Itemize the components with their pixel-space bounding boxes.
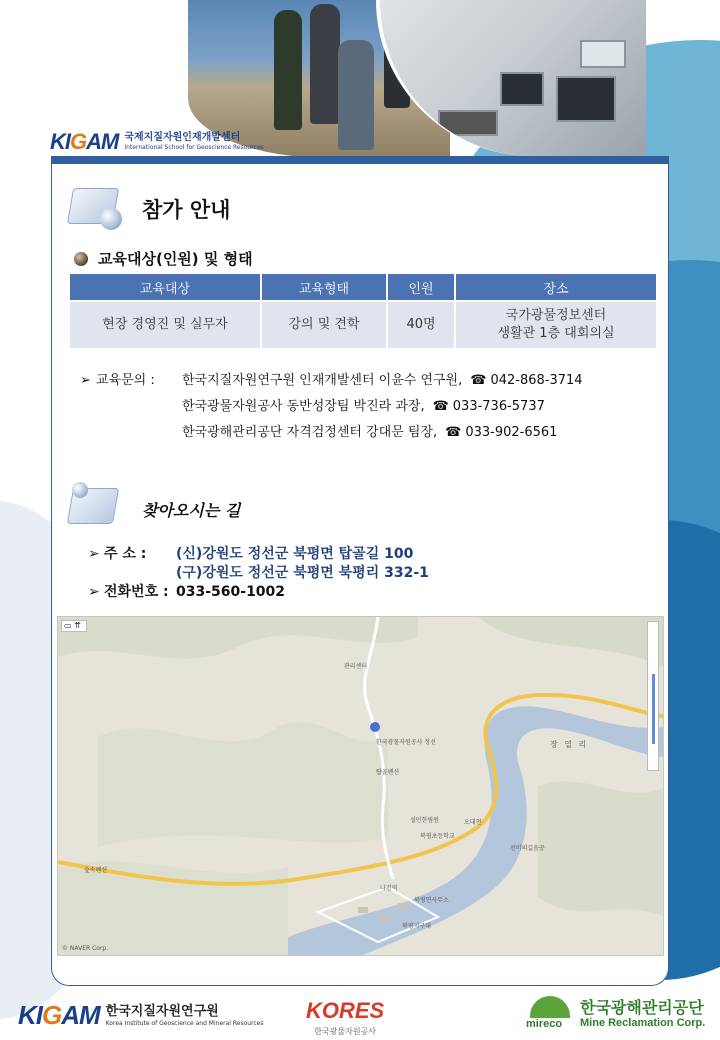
bullet-icon [74,252,88,266]
kigam-name-ko: 한국지질자원연구원 [105,1003,219,1019]
kigam-footer-logo: KIGAM 한국지질자원연구원 Korea Institute of Geoscience and Mineral Resources [18,1000,264,1030]
map-label-poi: 탑골펜션 [376,769,400,776]
address-block [88,545,429,602]
kores-name-ko: 한국광물자원공사 [314,1027,377,1036]
arrow-icon: ➢ [88,584,100,600]
contact-org: 한국광해관리공단 자격검정센터 강대문 팀장, [182,425,438,440]
kores-footer-logo [306,998,384,1037]
map-toolbar[interactable]: ▭ ⇈ [61,620,87,632]
map-label-village: 장 열 리 [550,740,589,749]
monitor-figure [500,72,544,106]
map-label-poi: 북평지구대 [402,923,431,930]
phone-value: 033-560-1002 [176,584,286,600]
table-cell-place: 국가광물정보센터 생활관 1층 대회의실 [456,300,656,348]
mireco-mark-icon: mireco [526,996,574,1032]
table-header: 교육형태 [262,274,388,300]
map-copyright: © NAVER Corp. [62,945,109,952]
location-map[interactable] [57,616,664,956]
arrow-icon: ➢ [88,546,100,562]
map-label-poi: 관리센터 [344,663,368,670]
contact-org: 한국지질자원연구원 인재개발센터 이윤수 연구원, [182,373,463,388]
kores-wordmark: KORES [306,998,385,1023]
person-figure [310,4,340,124]
monitor-figure [556,76,616,122]
address-row [88,564,429,583]
phone-row [88,583,429,602]
map-label-poi: 숲속펜션 [84,867,108,874]
subsection-title: 교육대상(인원) 및 형태 [98,250,253,268]
phone-icon: ☎ [445,425,462,440]
address-label: 주 소 : [104,546,147,562]
map-label-poi: 선비의길음공 [510,845,545,852]
kigam-logo: KIGAM [50,129,119,154]
desk-figure [438,110,498,136]
map-label-poi: 한국광물자원공사 정선 [376,739,436,746]
contact-row [80,394,583,420]
person-figure [338,40,374,150]
mireco-name-en: Mine Reclamation Corp. [580,1016,706,1029]
contact-org: 한국광물자원공사 동반성장팀 박진라 과장, [182,399,425,414]
computer-icon [66,182,124,236]
info-card [51,156,669,986]
footer-logos [0,992,720,1040]
table-header: 장소 [456,274,656,300]
education-table [70,274,656,348]
kigam-name-en: Korea Institute of Geoscience and Mineral Resources [105,1019,264,1027]
contact-row [80,420,583,446]
map-label-poi: 나전역 [380,885,398,892]
org-name-ko: 국제지질자원인재개발센터 [124,132,241,143]
address-old: (구)강원도 정선군 북평면 북평리 332-1 [176,565,429,581]
arrow-icon: ➢ [80,373,91,388]
table-cell-target: 현장 경영진 및 실무자 [70,300,262,348]
contact-phone: 033-736-5737 [452,399,545,414]
contact-label: 교육문의 : [96,373,155,388]
phone-icon: ☎ [470,373,487,388]
contact-phone: 033-902-6561 [465,425,558,440]
person-figure [274,10,302,130]
address-row [88,545,429,564]
zoom-control[interactable] [647,621,659,771]
screen-figure [580,40,626,68]
map-label-poi: 북평면사무소 [414,897,449,904]
map-label-poi: 설민한림원 [410,817,439,824]
table-header: 교육대상 [70,274,262,300]
table-cell-type: 강의 및 견학 [262,300,388,348]
mireco-footer-logo [526,996,705,1032]
contact-row [80,368,583,394]
contact-phone: 042-868-3714 [490,373,583,388]
subsection-heading [74,248,253,269]
mireco-name-ko: 한국광해관리공단 [580,997,704,1017]
map-label-poi: 북평초등학교 [420,833,455,840]
table-header: 인원 [388,274,456,300]
section-title-participation: 참가 안내 [142,198,231,222]
directions-icon [66,482,124,536]
table-cell-count: 40명 [388,300,456,348]
zoom-slider[interactable] [652,674,655,744]
table-row [70,300,656,348]
address-new: (신)강원도 정선군 북평면 탑골길 100 [176,546,414,562]
phone-label: 전화번호 : [104,584,169,600]
header-logo [50,128,264,156]
map-label-river: 오대천 [464,819,482,826]
org-name-en: International School for Geoscience Resources [124,144,264,151]
phone-icon: ☎ [432,399,449,414]
contact-info [80,368,583,446]
section-title-directions: 찾아오시는 길 [142,501,241,520]
